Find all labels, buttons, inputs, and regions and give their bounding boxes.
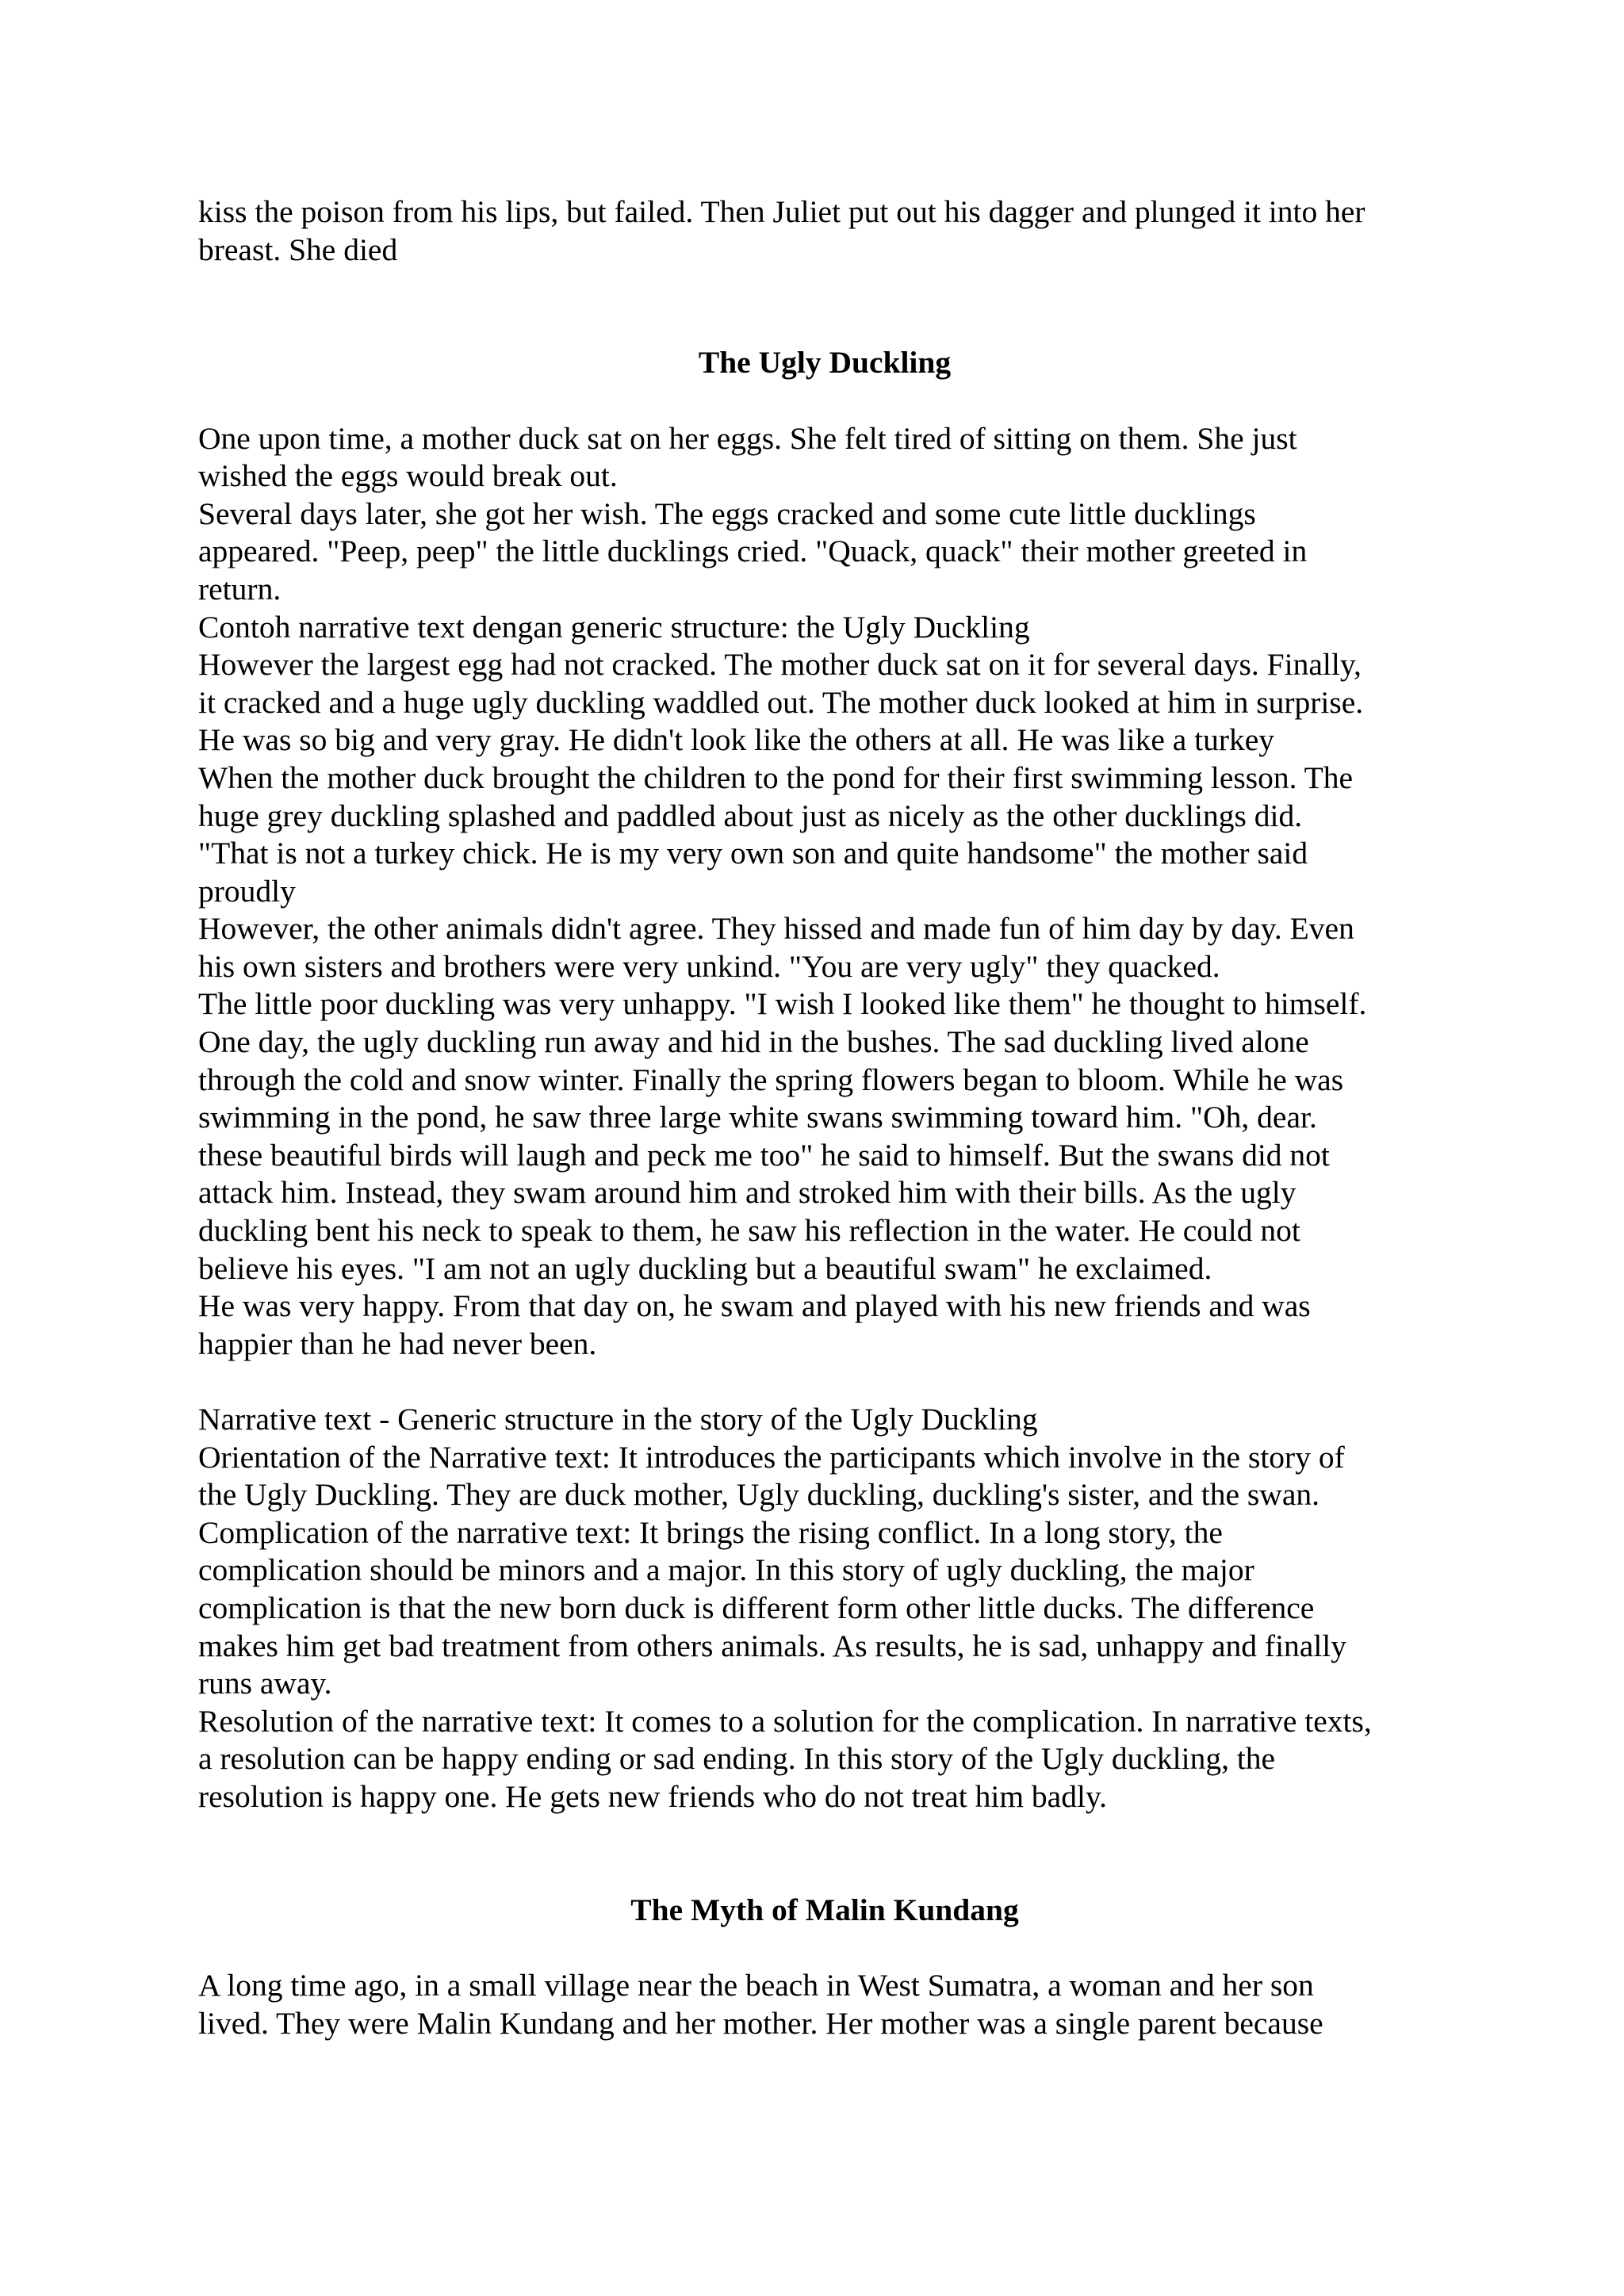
ugly-duckling-story bbox=[198, 420, 1451, 1364]
text-line: complication should be minors and a major. In this story of ugly duckling, the major bbox=[198, 1552, 1254, 1588]
spacer bbox=[198, 382, 1451, 420]
text-line: duckling bent his neck to speak to them, he saw his reflection in the water. He could not bbox=[198, 1213, 1300, 1249]
text-line: proudly bbox=[198, 873, 296, 909]
text-line: lived. They were Malin Kundang and her mother. Her mother was a single parent because bbox=[198, 2005, 1323, 2041]
intro-paragraph bbox=[198, 193, 1451, 269]
spacer bbox=[198, 1929, 1451, 1967]
text-line: Several days later, she got her wish. The eggs cracked and some cute little ducklings bbox=[198, 496, 1256, 531]
page-content bbox=[198, 193, 1451, 2042]
text-line: a resolution can be happy ending or sad ending. In this story of the Ugly duckling, the bbox=[198, 1741, 1276, 1777]
text-line: breast. She died bbox=[198, 232, 398, 267]
text-line: return. bbox=[198, 571, 282, 607]
text-line: attack him. Instead, they swam around him and stroked him with their bills. As the ugly bbox=[198, 1175, 1297, 1211]
text-line: happier than he had never been. bbox=[198, 1326, 597, 1361]
spacer bbox=[198, 1854, 1451, 1892]
text-line: wished the eggs would break out. bbox=[198, 458, 618, 494]
text-line: Contoh narrative text dengan generic structure: the Ugly Duckling bbox=[198, 609, 1030, 645]
spacer bbox=[198, 1363, 1451, 1401]
text-line: makes him get bad treatment from others animals. As results, he is sad, unhappy and finally bbox=[198, 1628, 1347, 1663]
spacer bbox=[198, 1816, 1451, 1854]
text-line: The little poor duckling was very unhappy. "I wish I looked like them" he thought to himself. bbox=[198, 986, 1367, 1022]
text-line: the Ugly Duckling. They are duck mother, Ugly duckling, duckling's sister, and the swan. bbox=[198, 1477, 1320, 1513]
text-line: huge grey duckling splashed and paddled about just as nicely as the other ducklings did. bbox=[198, 798, 1303, 833]
text-line: appeared. "Peep, peep" the little ducklings cried. "Quack, quack" their mother greeted in bbox=[198, 534, 1308, 569]
text-line: However, the other animals didn't agree. They hissed and made fun of him day by day. Even bbox=[198, 911, 1354, 947]
text-line: swimming in the pond, he saw three large white swans swimming toward him. "Oh, dear. bbox=[198, 1100, 1317, 1135]
text-line: his own sisters and brothers were very unkind. "You are very ugly" they quacked. bbox=[198, 948, 1220, 984]
text-line: kiss the poison from his lips, but failed. Then Juliet put out his dagger and plunged it into her bbox=[198, 194, 1365, 229]
text-line: One day, the ugly duckling run away and hid in the bushes. The sad duckling lived alone bbox=[198, 1024, 1309, 1060]
text-line: believe his eyes. "I am not an ugly duckling but a beautiful swam" he exclaimed. bbox=[198, 1250, 1212, 1286]
text-line: Resolution of the narrative text: It comes to a solution for the complication. In narrative texts, bbox=[198, 1703, 1372, 1739]
text-line: these beautiful birds will laugh and peck me too" he said to himself. But the swans did not bbox=[198, 1137, 1330, 1173]
spacer bbox=[198, 307, 1451, 345]
text-line: One upon time, a mother duck sat on her eggs. She felt tired of sitting on them. She just bbox=[198, 420, 1297, 456]
text-line: resolution is happy one. He gets new friends who do not treat him badly. bbox=[198, 1778, 1108, 1814]
text-line: through the cold and snow winter. Finally the spring flowers began to bloom. While he was bbox=[198, 1062, 1344, 1097]
malin-kundang-title: The Myth of Malin Kundang bbox=[630, 1892, 1019, 1927]
text-line: Narrative text - Generic structure in the story of the Ugly Duckling bbox=[198, 1402, 1038, 1437]
text-line: When the mother duck brought the children to the pond for their first swimming lesson. The bbox=[198, 760, 1354, 795]
text-line: "That is not a turkey chick. He is my very own son and quite handsome" the mother said bbox=[198, 836, 1308, 871]
malin-kundang-story bbox=[198, 1967, 1451, 2042]
text-line: it cracked and a huge ugly duckling waddled out. The mother duck looked at him in surprise. bbox=[198, 684, 1364, 720]
spacer bbox=[198, 269, 1451, 307]
text-line: However the largest egg had not cracked. The mother duck sat on it for several days. Finally, bbox=[198, 647, 1362, 683]
text-line: complication is that the new born duck is different form other little ducks. The difference bbox=[198, 1590, 1315, 1625]
text-line: He was very happy. From that day on, he swam and played with his new friends and was bbox=[198, 1288, 1311, 1324]
ugly-duckling-analysis bbox=[198, 1401, 1451, 1816]
text-line: Orientation of the Narrative text: It introduces the participants which involve in the story of bbox=[198, 1439, 1345, 1475]
text-line: He was so big and very gray. He didn't look like the others at all. He was like a turkey bbox=[198, 722, 1275, 758]
text-line: A long time ago, in a small village near the beach in West Sumatra, a woman and her son bbox=[198, 1967, 1314, 2003]
text-line: Complication of the narrative text: It brings the rising conflict. In a long story, the bbox=[198, 1514, 1223, 1550]
text-line: runs away. bbox=[198, 1666, 332, 1701]
ugly-duckling-title: The Ugly Duckling bbox=[698, 345, 952, 381]
